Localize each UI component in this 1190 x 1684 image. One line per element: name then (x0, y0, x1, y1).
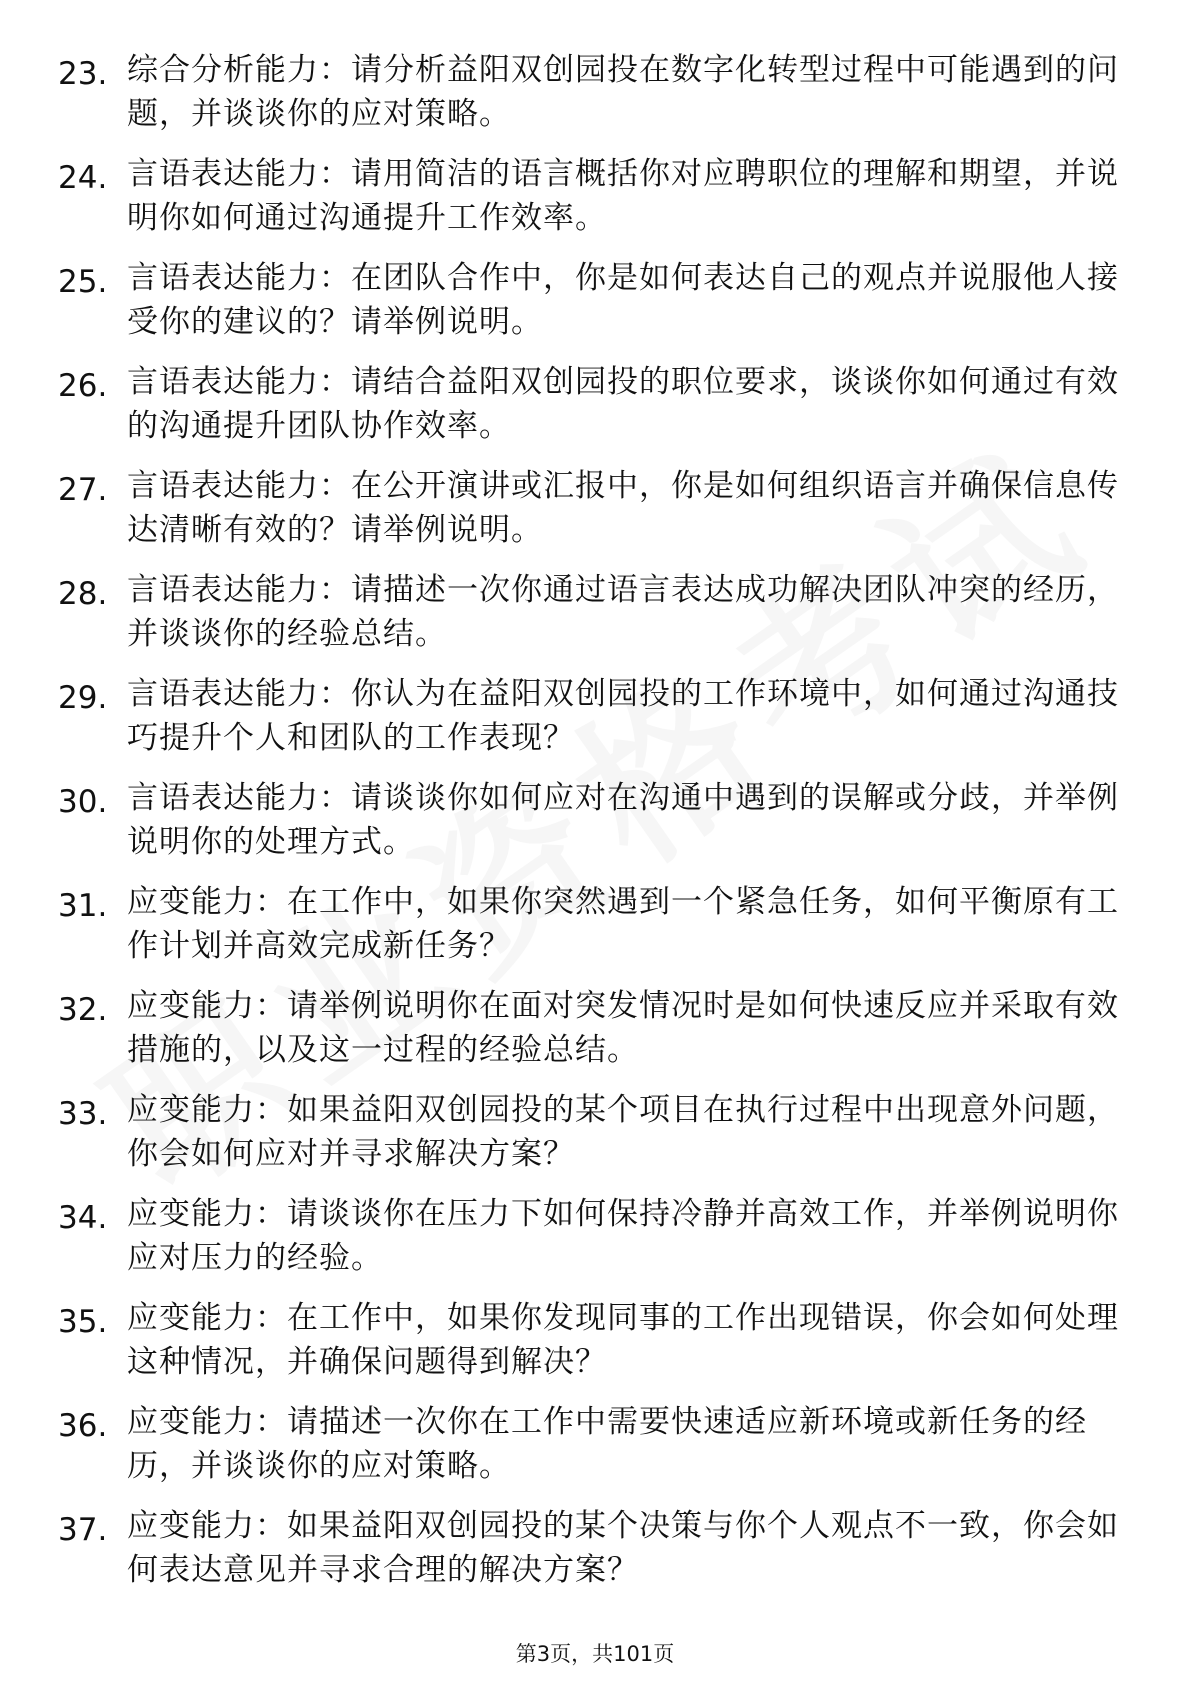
question-text: 言语表达能力：在团队合作中，你是如何表达自己的观点并说服他人接受你的建议的？请举例说明。 (127, 260, 1119, 340)
question-number: 31. (58, 888, 108, 924)
question-number: 33. (58, 1096, 108, 1132)
list-item (0, 256, 1190, 360)
list-item (0, 1400, 1190, 1504)
question-text: 言语表达能力：你认为在益阳双创园投的工作环境中，如何通过沟通技巧提升个人和团队的工作表现？ (127, 676, 1119, 756)
list-item (0, 568, 1190, 672)
question-text: 应变能力：如果益阳双创园投的某个项目在执行过程中出现意外问题，你会如何应对并寻求解决方案？ (127, 1092, 1119, 1172)
question-number: 30. (58, 784, 108, 820)
question-number: 35. (58, 1304, 108, 1340)
list-item (0, 360, 1190, 464)
question-text: 言语表达能力：请描述一次你通过语言表达成功解决团队冲突的经历，并谈谈你的经验总结。 (127, 572, 1119, 652)
list-item (0, 152, 1190, 256)
question-text: 应变能力：请举例说明你在面对突发情况时是如何快速反应并采取有效措施的，以及这一过程的经验总结。 (127, 988, 1119, 1068)
question-number: 37. (58, 1512, 108, 1548)
question-text: 应变能力：请谈谈你在压力下如何保持冷静并高效工作，并举例说明你应对压力的经验。 (127, 1196, 1119, 1276)
list-item (0, 880, 1190, 984)
question-text: 应变能力：在工作中，如果你发现同事的工作出现错误，你会如何处理这种情况，并确保问题得到解决？ (127, 1300, 1119, 1380)
question-text: 应变能力：在工作中，如果你突然遇到一个紧急任务，如何平衡原有工作计划并高效完成新任务？ (127, 884, 1119, 964)
list-item (0, 984, 1190, 1088)
question-number: 24. (58, 160, 108, 196)
question-number: 25. (58, 264, 108, 300)
question-number: 32. (58, 992, 108, 1028)
question-number: 36. (58, 1408, 108, 1444)
question-number: 28. (58, 576, 108, 612)
list-item (0, 776, 1190, 880)
question-text: 应变能力：如果益阳双创园投的某个决策与你个人观点不一致，你会如何表达意见并寻求合理的解决方案？ (127, 1508, 1119, 1588)
question-text: 言语表达能力：请结合益阳双创园投的职位要求，谈谈你如何通过有效的沟通提升团队协作效率。 (127, 364, 1119, 444)
list-item (0, 672, 1190, 776)
question-text: 言语表达能力：在公开演讲或汇报中，你是如何组织语言并确保信息传达清晰有效的？请举例说明。 (127, 468, 1119, 548)
list-item (0, 48, 1190, 152)
list-item (0, 1296, 1190, 1400)
page-indicator: 第3页，共101页 (515, 1642, 675, 1666)
question-number: 23. (58, 56, 108, 92)
list-item (0, 1504, 1190, 1608)
question-number: 29. (58, 680, 108, 716)
question-text: 言语表达能力：请谈谈你如何应对在沟通中遇到的误解或分歧，并举例说明你的处理方式。 (127, 780, 1119, 860)
question-number: 26. (58, 368, 108, 404)
question-list (0, 48, 1190, 1608)
question-text: 言语表达能力：请用简洁的语言概括你对应聘职位的理解和期望，并说明你如何通过沟通提升工作效率。 (127, 156, 1119, 236)
list-item (0, 1088, 1190, 1192)
list-item (0, 464, 1190, 568)
list-item (0, 1192, 1190, 1296)
question-number: 27. (58, 472, 108, 508)
question-text: 应变能力：请描述一次你在工作中需要快速适应新环境或新任务的经历，并谈谈你的应对策略。 (127, 1404, 1087, 1484)
question-text: 综合分析能力：请分析益阳双创园投在数字化转型过程中可能遇到的问题，并谈谈你的应对策略。 (127, 52, 1119, 132)
question-number: 34. (58, 1200, 108, 1236)
